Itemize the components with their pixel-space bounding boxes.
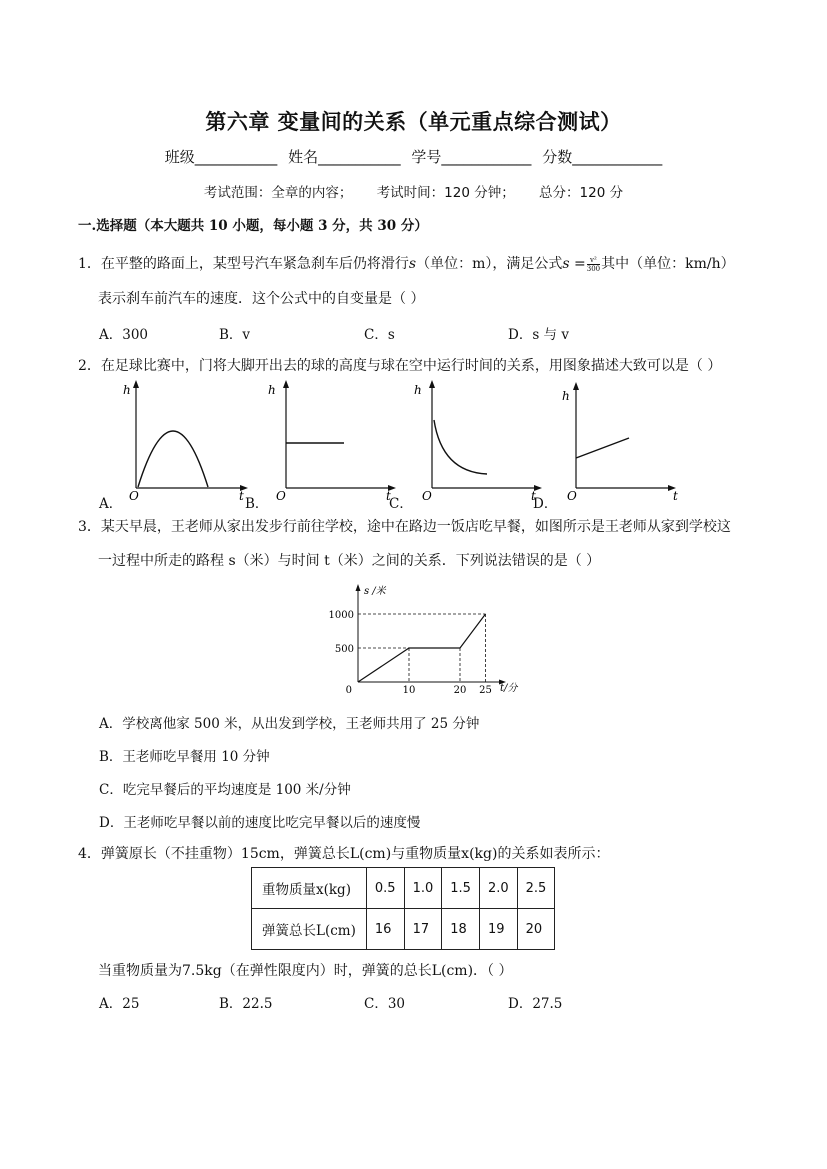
q2-text: 2．在足球比赛中，门将大脚开出去的球的高度与球在空中运行时间的关系，用图象描述大致可以是（ ）: [78, 358, 722, 374]
y-axis-arrow: [429, 380, 435, 388]
q1-option-a[interactable]: A．300: [99, 327, 149, 343]
q4-question: 当重物质量为7.5kg（在弹性限度内）时，弹簧的总长L(cm)．（ ）: [98, 963, 513, 979]
chart-y-arrow: [356, 584, 361, 591]
y-axis-arrow: [283, 380, 289, 388]
q1-text-c: 其中（单位：km/h）: [601, 256, 735, 272]
q2-graph-b-svg: [246, 380, 406, 505]
q3-option-a[interactable]: A．学校离他家 500 米，从出发到学校，王老师共用了 25 分钟: [99, 716, 480, 732]
q3-option-c[interactable]: C．吃完早餐后的平均速度是 100 米/分钟: [99, 782, 351, 798]
chart-x-tick-label: 10: [402, 685, 416, 696]
q2-option-b[interactable]: B．: [245, 496, 269, 512]
chart-x-tick-label: 20: [453, 685, 467, 696]
q1-line1: [78, 253, 735, 273]
q4-text: 4．弹簧原长（不挂重物）15cm，弹簧总长L(cm)与重物质量x(kg)的关系如表所示：: [78, 846, 610, 862]
q1-line2: 表示刹车前汽车的速度．这个公式中的自变量是（ ）: [98, 291, 425, 307]
q2-graph-d: [536, 380, 696, 509]
student-id-field[interactable]: 学号____________: [411, 148, 532, 166]
q1-option-d[interactable]: D．s 与 v: [508, 327, 569, 343]
chart-x-tick-label: 0: [345, 685, 352, 696]
name-field[interactable]: 姓名___________: [288, 148, 401, 166]
q4-option-d[interactable]: D．27.5: [508, 996, 563, 1012]
table-cell: 2.0: [479, 868, 517, 909]
table-cell: 0.5: [366, 868, 404, 909]
q4-option-c[interactable]: C．30: [364, 996, 406, 1012]
origin-label: O: [276, 489, 286, 503]
q3-chart-svg: [320, 580, 530, 700]
q2-graph-c-svg: [392, 380, 552, 505]
q4-option-a[interactable]: A．25: [99, 996, 140, 1012]
q2-graph-d-svg: [536, 380, 696, 505]
q1-formula-lhs: s =: [562, 256, 586, 272]
q3-option-d[interactable]: D．王老师吃早餐以前的速度比吃完早餐以后的速度慢: [99, 815, 421, 831]
chart-x-label: t/分: [500, 683, 518, 694]
q1-text-b: （单位：m），满足公式: [416, 256, 563, 272]
origin-label: O: [422, 489, 432, 503]
section-heading: 一.选择题（本大题共 10 小题，每小题 3 分，共 30 分）: [78, 218, 428, 234]
chart-ticks: [329, 610, 492, 696]
q4-table: [251, 867, 555, 950]
table-row: [252, 909, 555, 950]
table-cell: 2.5: [517, 868, 555, 909]
q2-graph-b: [246, 380, 406, 509]
origin-label: O: [567, 489, 577, 503]
decay-curve: [434, 420, 487, 474]
chart-y-tick-label: 500: [334, 644, 354, 655]
t-label: t: [239, 489, 244, 503]
table-cell: 18: [442, 909, 480, 950]
q2-option-d[interactable]: D．: [533, 496, 558, 512]
exam-total-score: 总分：120 分: [539, 185, 624, 201]
h-label: h: [414, 383, 422, 397]
chart-x-tick-label: 25: [479, 685, 492, 696]
q3-chart: [320, 580, 530, 704]
page-title: 第六章 变量间的关系（单元重点综合测试）: [205, 110, 622, 134]
table-cell: 1.5: [442, 868, 480, 909]
h-label: h: [268, 383, 276, 397]
table-cell: 1.0: [404, 868, 442, 909]
q4-option-b[interactable]: B．22.5: [219, 996, 273, 1012]
t-label: t: [531, 489, 536, 503]
exam-time: 考试时间：120 分钟；: [376, 185, 515, 201]
q2-option-a[interactable]: A．: [99, 496, 123, 512]
table-row: [252, 868, 555, 909]
q2-graph-a-svg: [96, 380, 256, 505]
h-label: h: [562, 389, 570, 403]
q3-option-b[interactable]: B．王老师吃早餐用 10 分钟: [99, 749, 270, 765]
table-cell: 19: [479, 909, 517, 950]
exam-scope: 考试范围：全章的内容；: [203, 185, 353, 201]
t-label: t: [673, 489, 678, 503]
exam-info: [0, 181, 827, 201]
student-info-fields: [0, 146, 827, 167]
t-label: t: [386, 489, 391, 503]
y-axis-arrow: [573, 382, 579, 390]
parabola-curve: [138, 431, 208, 487]
table-header-cell: 重物质量x(kg): [252, 868, 367, 909]
q1-formula-numerator: v²: [587, 256, 600, 265]
chart-series-line: [358, 614, 486, 682]
q2-option-c[interactable]: C．: [389, 496, 413, 512]
chart-y-label: s /米: [364, 586, 386, 597]
y-axis-arrow: [133, 380, 139, 388]
q2-graph-a: [96, 380, 256, 509]
rising-line: [576, 438, 629, 458]
origin-label: O: [129, 489, 139, 503]
q1-option-c[interactable]: C．s: [364, 327, 395, 343]
chart-y-tick-label: 1000: [328, 610, 354, 621]
q1-formula-denominator: 300: [586, 264, 601, 273]
q1-text-a: 1．在平整的路面上，某型号汽车紧急刹车后仍将滑行: [78, 256, 409, 272]
q1-option-b[interactable]: B．v: [219, 327, 251, 343]
table-cell: 17: [404, 909, 442, 950]
q1-formula-fraction: [587, 256, 600, 273]
q3-line2: 一过程中所走的路程 s（米）与时间 t（米）之间的关系．下列说法错误的是（ ）: [98, 553, 601, 569]
q1-var-s: s: [408, 256, 417, 272]
class-field[interactable]: 班级___________: [164, 148, 278, 166]
score-field[interactable]: 分数____________: [542, 148, 663, 166]
h-label: h: [123, 383, 131, 397]
table-cell: 16: [366, 909, 404, 950]
q2-graph-c: [392, 380, 552, 509]
table-cell: 20: [517, 909, 555, 950]
table-header-cell: 弹簧总长L(cm): [252, 909, 367, 950]
q3-line1: 3．某天早晨，王老师从家出发步行前往学校，途中在路边一饭店吃早餐，如图所示是王老师从家到学校这: [78, 519, 731, 535]
